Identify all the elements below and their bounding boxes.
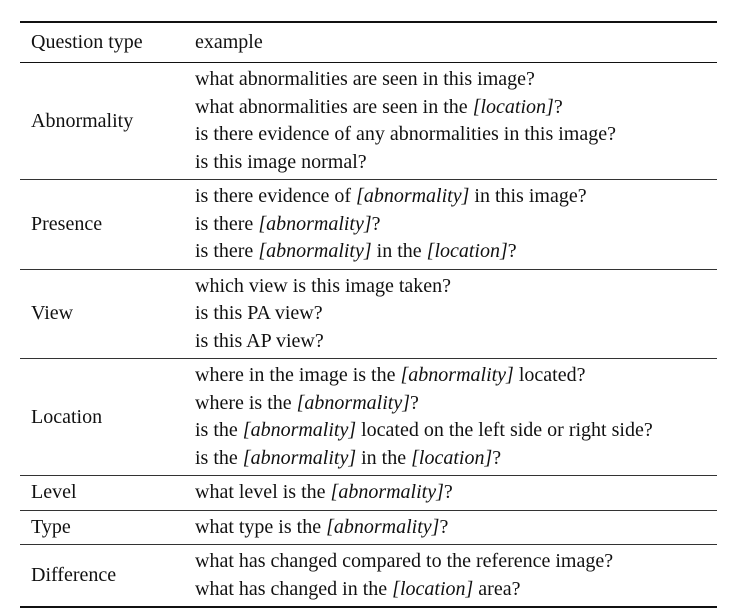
question-text: ? (492, 446, 502, 469)
table-row (20, 180, 717, 270)
example-question (195, 362, 717, 390)
question-type-cell: Type (31, 515, 71, 538)
example-question (195, 576, 717, 604)
header-row (20, 22, 717, 63)
example-question (195, 273, 717, 301)
examples-cell (184, 63, 717, 180)
question-text: is there evidence of (195, 185, 357, 207)
example-question (195, 548, 717, 576)
question-text: is this image normal? (195, 150, 367, 173)
table-row (20, 269, 717, 359)
examples-cell (184, 510, 717, 545)
placeholder-text: [location] (411, 446, 493, 469)
question-text: where in the image is the (195, 364, 401, 386)
question-text: ? (507, 240, 517, 262)
question-text: what has changed compared to the reference image? (195, 550, 614, 572)
example-question (195, 94, 717, 122)
table-header (20, 22, 717, 63)
placeholder-text: [abnormality] (356, 185, 470, 207)
placeholder-text: [location] (426, 240, 508, 262)
placeholder-text: [abnormality] (258, 212, 372, 235)
question-text: ? (443, 481, 453, 503)
question-text: ? (409, 391, 419, 414)
table-row (20, 476, 717, 511)
question-type-cell: Presence (31, 212, 103, 235)
question-text: located? (513, 364, 586, 386)
placeholder-text: [abnormality] (400, 364, 514, 386)
question-text: is there (195, 212, 259, 235)
question-type-cell: Location (31, 405, 103, 428)
placeholder-text: [location] (472, 95, 554, 118)
question-text: is the (195, 419, 243, 441)
header-example: example (195, 31, 263, 53)
question-text: ? (439, 515, 449, 538)
question-text: located on the left side or right side? (356, 419, 653, 441)
question-text: what has changed in the (195, 577, 393, 600)
question-text: what level is the (195, 481, 331, 503)
question-type-cell: Level (31, 481, 77, 504)
table-body (20, 63, 717, 608)
question-type-cell: Difference (31, 564, 117, 586)
placeholder-text: [abnormality] (258, 240, 372, 262)
example-question (195, 300, 717, 328)
example-question (195, 390, 717, 418)
question-text: in the (356, 446, 412, 469)
question-text: is this PA view? (195, 302, 323, 324)
table-row (20, 63, 717, 180)
example-question (195, 149, 717, 177)
example-question (195, 479, 717, 507)
question-text: in the (371, 240, 427, 262)
question-type-table-container (20, 21, 717, 608)
question-text: is there evidence of any abnormalities in this image? (195, 123, 616, 145)
question-text: is the (195, 446, 243, 469)
example-question (195, 445, 717, 473)
example-question (195, 211, 717, 239)
examples-cell (184, 359, 717, 476)
example-question (195, 238, 717, 266)
example-question (195, 417, 717, 445)
placeholder-text: [abnormality] (330, 481, 444, 503)
table-row (20, 359, 717, 476)
question-text: area? (473, 577, 521, 600)
examples-cell (184, 269, 717, 359)
placeholder-text: [abnormality] (326, 515, 440, 538)
question-text: what type is the (195, 515, 327, 538)
question-text: where is the (195, 391, 297, 414)
placeholder-text: [location] (392, 577, 474, 600)
question-type-table (20, 21, 717, 608)
example-question (195, 121, 717, 149)
question-text: what abnormalities are seen in this image? (195, 68, 535, 90)
example-question (195, 183, 717, 211)
placeholder-text: [abnormality] (296, 391, 410, 414)
question-text: is this AP view? (195, 329, 324, 352)
placeholder-text: [abnormality] (242, 446, 357, 469)
question-text: ? (371, 212, 381, 235)
example-question (195, 514, 717, 542)
examples-cell (184, 476, 717, 511)
question-text: is there (195, 240, 259, 262)
example-question (195, 66, 717, 94)
question-text: ? (553, 95, 563, 118)
question-text: in this image? (469, 185, 587, 207)
question-text: which view is this image taken? (195, 274, 452, 297)
example-question (195, 328, 717, 356)
examples-cell (184, 180, 717, 270)
header-question-type: Question type (31, 31, 143, 53)
question-text: what abnormalities are seen in the (195, 95, 473, 118)
question-type-cell: Abnormality (31, 109, 134, 132)
question-type-cell: View (31, 302, 74, 325)
placeholder-text: [abnormality] (242, 419, 357, 441)
table-row (20, 510, 717, 545)
